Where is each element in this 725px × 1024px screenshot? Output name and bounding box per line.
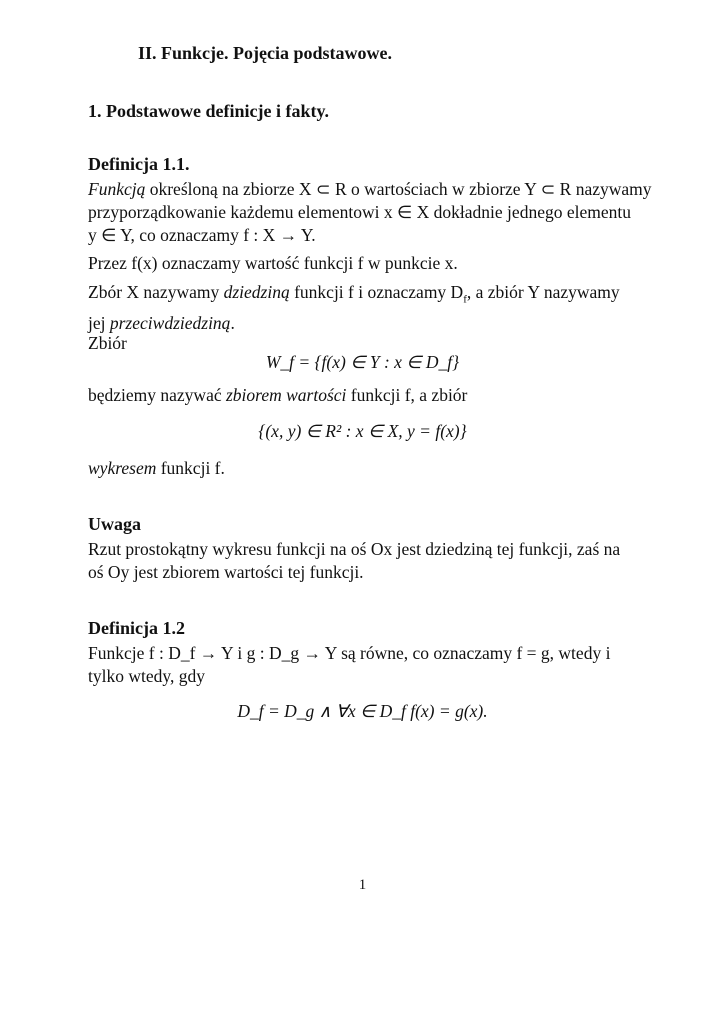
domain-sentence-line-1: [88, 281, 663, 312]
definition-2-line-2: tylko wtedy, gdy: [88, 666, 205, 686]
formula-function-equality: D_f = D_g ∧ ∀x ∈ D_f f(x) = g(x).: [237, 701, 488, 721]
term-funkcja: Funkcją: [88, 179, 146, 199]
definition-1-para-5: [88, 457, 663, 480]
remark-body: [88, 538, 663, 584]
formula-image-set: W_f = {f(x) ∈ Y : x ∈ D_f}: [265, 352, 460, 372]
chapter-title: II. Funkcje. Pojęcia podstawowe.: [138, 43, 392, 63]
section-title: 1. Podstawowe definicje i fakty.: [88, 101, 329, 121]
value-notation-sentence: Przez f(x) oznaczamy wartość funkcji f w punkcie x.: [88, 253, 458, 273]
definition-1-body: [88, 178, 663, 247]
domain-text-e: .: [230, 312, 235, 333]
domain-text-b: funkcji f i oznaczamy D: [289, 282, 464, 302]
term-dziedzina: dziedziną: [223, 282, 290, 302]
page-number: 1: [358, 877, 367, 893]
graph-text-b: funkcji f.: [156, 458, 225, 478]
definition-1-para-3: [88, 281, 663, 335]
remark-line-1: Rzut prostokątny wykresu funkcji na oś Ox jest dziedziną tej funkcji, zaś na: [88, 539, 621, 559]
formula-graph-set: {(x, y) ∈ R² : x ∈ X, y = f(x)}: [258, 421, 467, 441]
term-przeciwdziedzina: przeciwdziedziną: [109, 312, 231, 333]
definition-1-line-1: [88, 178, 663, 201]
definition-2-line-1: Funkcje f : D_f → Y i g : D_g → Y są równe, co oznaczamy f = g, wtedy i: [88, 643, 611, 663]
definition-1-line-3: y ∈ Y, co oznaczamy f : X → Y.: [88, 225, 316, 245]
range-text-b: funkcji f, a zbiór: [346, 385, 468, 405]
definition-1-line-1-rest: określoną na zbiorze X ⊂ R o wartościach w zbiorze Y ⊂ R nazywamy: [145, 179, 652, 199]
definition-2-heading: Definicja 1.2: [88, 618, 185, 638]
zbior-text: Zbiór: [88, 333, 127, 353]
remark-line-2: oś Oy jest zbiorem wartości tej funkcji.: [88, 562, 364, 582]
domain-text-d: jej: [88, 312, 110, 333]
range-text-a: będziemy nazywać: [88, 385, 226, 405]
domain-subscript: f: [463, 293, 467, 306]
domain-text-c: , a zbiór Y nazywamy: [466, 282, 620, 302]
definition-1-para-4: [88, 384, 663, 407]
remark-heading: Uwaga: [88, 514, 141, 534]
definition-1-heading: Definicja 1.1.: [88, 154, 190, 174]
term-zbior-wartosci: zbiorem wartości: [225, 385, 347, 405]
definition-1-para-2: [88, 252, 663, 275]
range-sentence: [88, 384, 663, 407]
domain-text-a: Zbór X nazywamy: [88, 282, 224, 302]
term-wykres: wykresem: [88, 458, 157, 478]
graph-sentence: [88, 457, 663, 480]
definition-1-line-2: przyporządkowanie każdemu elementowi x ∈ X dokładnie jednego elementu: [88, 202, 631, 222]
definition-2-body: [88, 642, 663, 688]
